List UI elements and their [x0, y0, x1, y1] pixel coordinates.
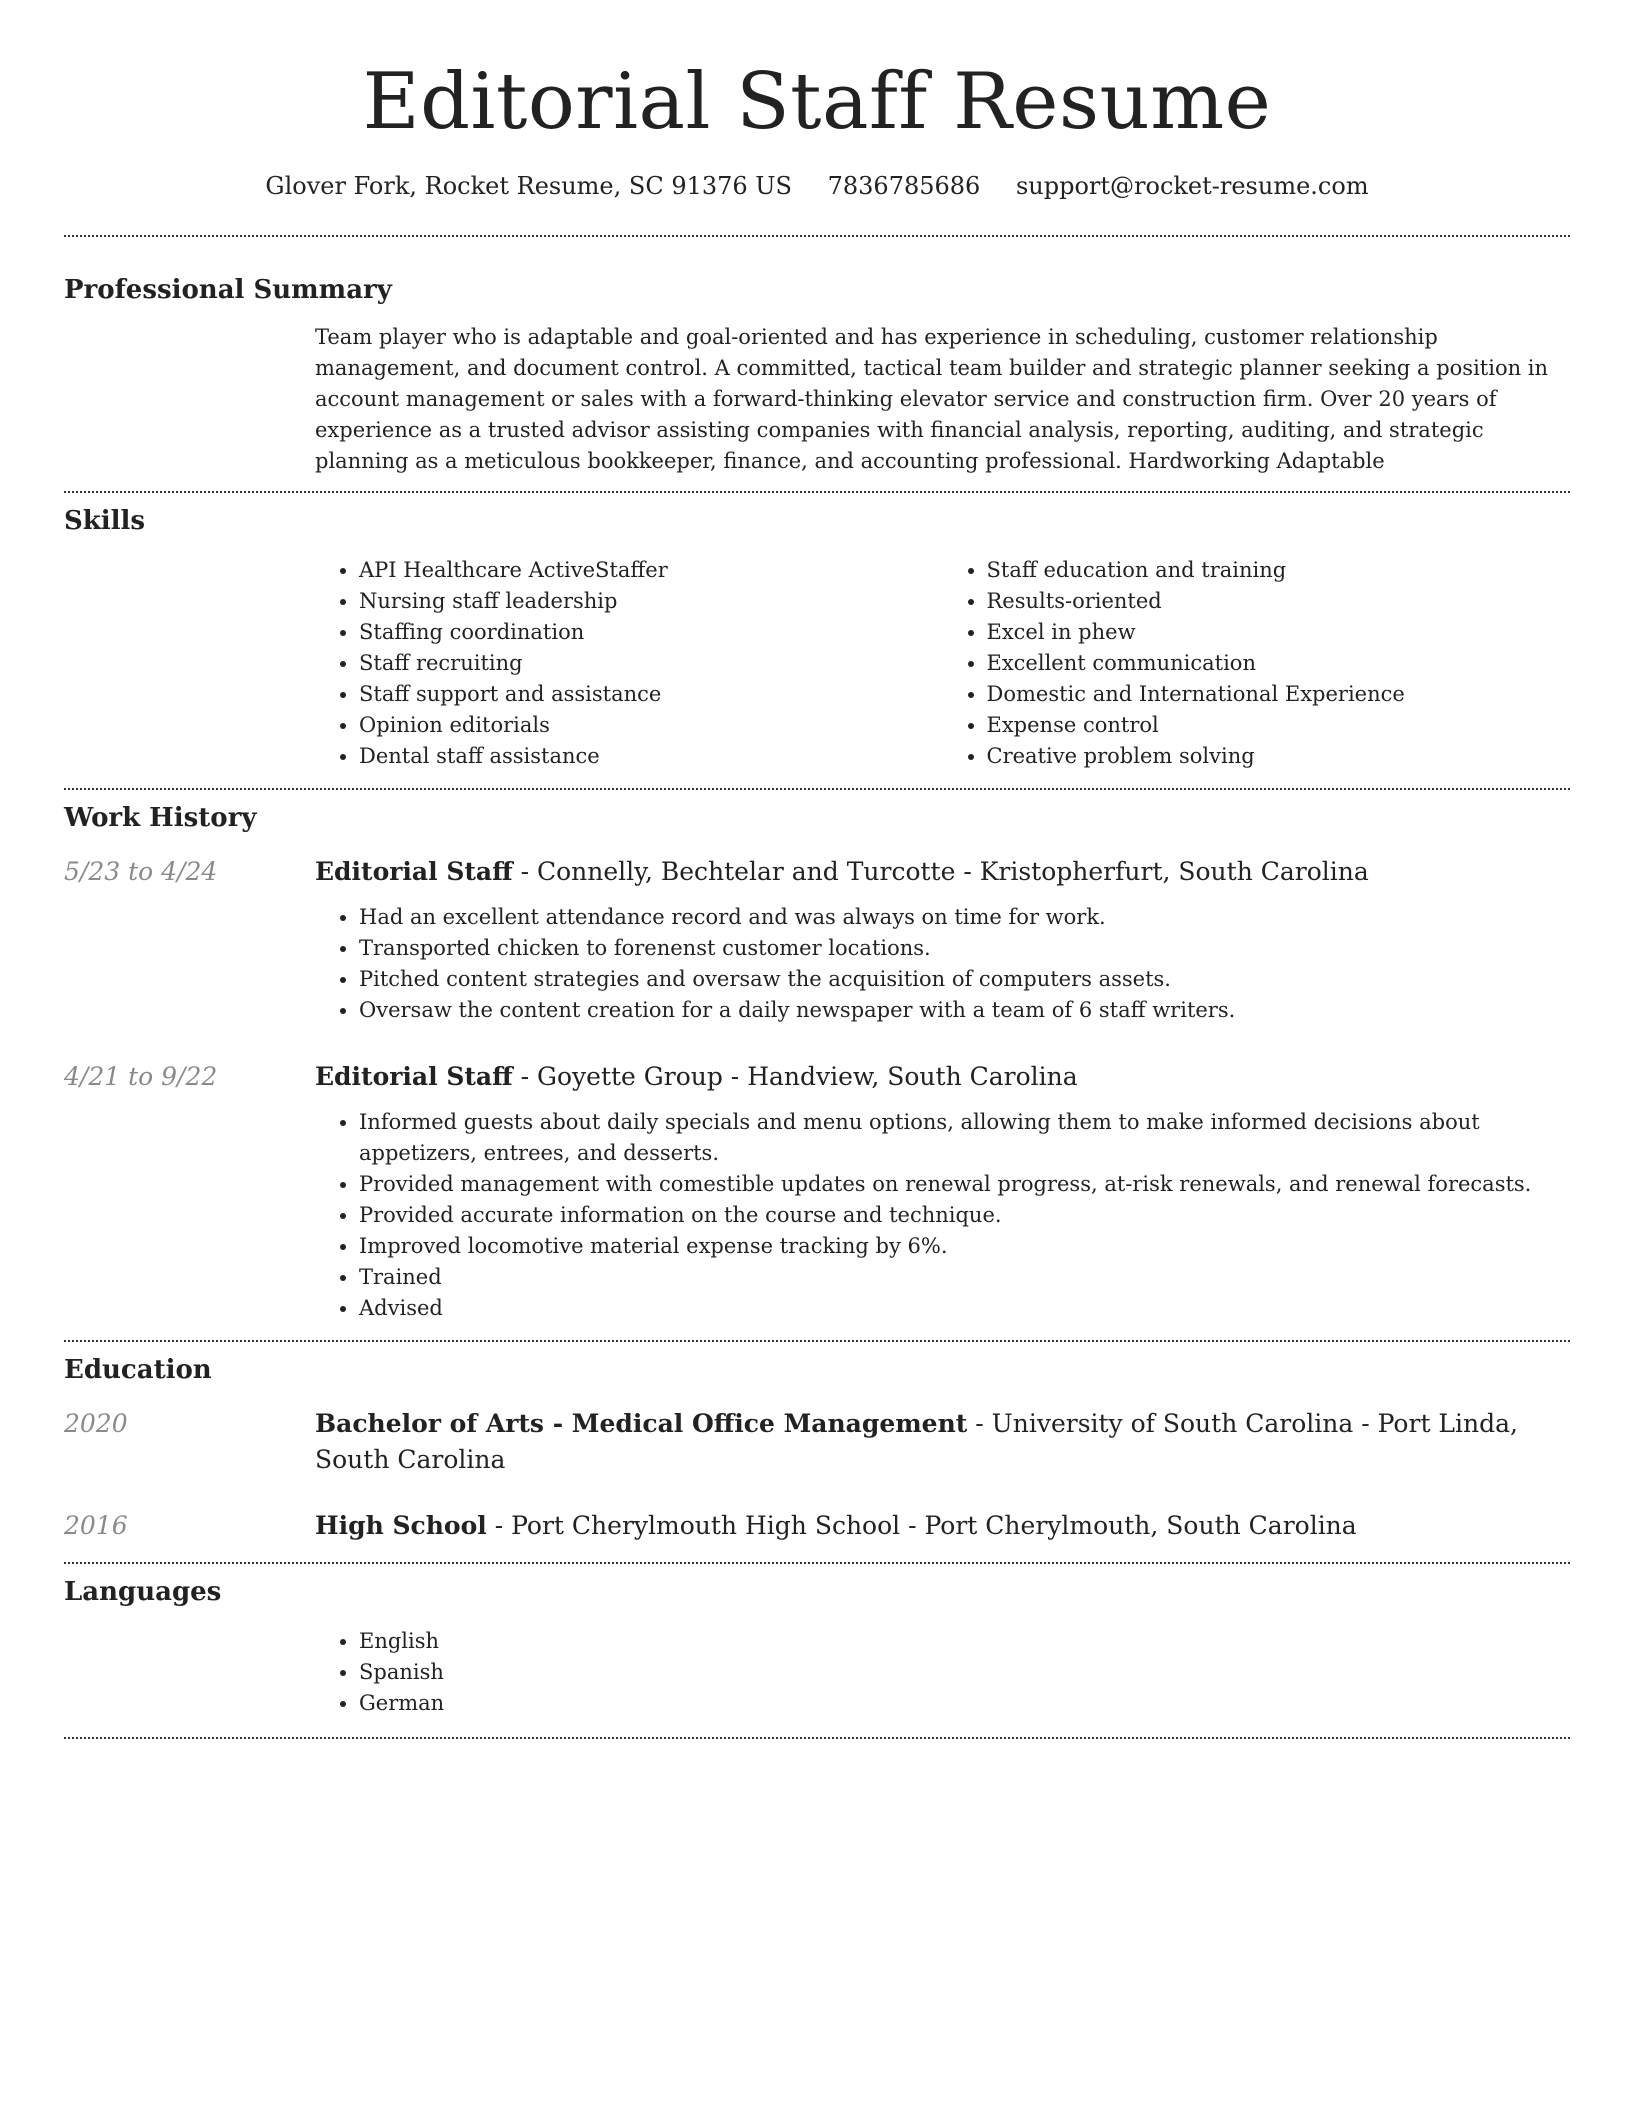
job-details: - Goyette Group - Handview, South Carolina [512, 1062, 1078, 1091]
job-details: - Connelly, Bechtelar and Turcotte - Kristopherfurt, South Carolina [512, 857, 1369, 886]
contact-phone: 7836785686 [827, 172, 981, 200]
skills-section [64, 505, 1570, 772]
education-section [64, 1354, 1570, 1544]
contact-line [64, 170, 1570, 202]
work-heading [315, 1059, 1570, 1095]
skill-item: • Results-oriented [987, 586, 1571, 617]
skill-item: • Excellent communication [987, 648, 1571, 679]
section-divider [64, 1737, 1570, 1739]
education-details: - Port Cherylmouth High School - Port Cherylmouth, South Carolina [486, 1511, 1357, 1540]
languages-title: Languages [64, 1577, 222, 1607]
work-bullet: • Improved locomotive material expense tracking by 6%. [359, 1231, 1570, 1262]
education-year: 2016 [64, 1511, 128, 1540]
work-bullet: • Advised [359, 1293, 1570, 1324]
language-item: • German [359, 1688, 1570, 1719]
summary-text: Team player who is adaptable and goal-oriented and has experience in scheduling, customer relationship management, and document control. A committed, tactical team builder and strategic planner seeking a position in account management or sales with a forward-thinking elevator service and construction firm. Over 20 years of experience as a trusted advisor assisting companies with financial analysis, reporting, auditing, and strategic planning as a meticulous bookkeeper, finance, and accounting professional. Hardworking Adaptable [315, 325, 1549, 473]
education-title: Education [64, 1355, 212, 1385]
skills-list-left [315, 555, 943, 772]
languages-list [315, 1626, 1570, 1719]
skill-item: • Staff support and assistance [359, 679, 943, 710]
work-section [64, 802, 1570, 1324]
work-entry [64, 854, 1570, 1026]
resume-title: Editorial Staff Resume [362, 57, 1272, 147]
skill-item: • Staff education and training [987, 555, 1571, 586]
work-dates: 5/23 to 4/24 [64, 857, 218, 886]
work-bullet: • Pitched content strategies and oversaw the acquisition of computers assets. [359, 964, 1570, 995]
education-year: 2020 [64, 1409, 128, 1438]
summary-title: Professional Summary [64, 275, 392, 305]
resume-page [64, 0, 1570, 1739]
education-entry [64, 1508, 1570, 1544]
skill-item: • Excel in phew [987, 617, 1571, 648]
skills-list-right [943, 555, 1571, 772]
work-bullet: • Oversaw the content creation for a daily newspaper with a team of 6 staff writers. [359, 995, 1570, 1026]
skills-title: Skills [64, 506, 146, 536]
section-divider [64, 491, 1570, 493]
language-item: • Spanish [359, 1657, 1570, 1688]
education-degree: High School [315, 1511, 487, 1540]
work-bullet: • Informed guests about daily specials and menu options, allowing them to make informed decisions about appetizers, entrees, and desserts. [359, 1107, 1570, 1169]
education-heading [315, 1406, 1570, 1478]
skill-item: • Domestic and International Experience [987, 679, 1571, 710]
summary-section [64, 274, 1570, 477]
work-dates: 4/21 to 9/22 [64, 1062, 218, 1091]
skill-item: • Opinion editorials [359, 710, 943, 741]
languages-section [64, 1576, 1570, 1719]
work-bullet: • Trained [359, 1262, 1570, 1293]
section-divider [64, 1340, 1570, 1342]
section-divider [64, 788, 1570, 790]
education-degree: Bachelor of Arts - Medical Office Management [315, 1409, 968, 1438]
job-position: Editorial Staff [315, 1062, 513, 1091]
contact-email: support@rocket-resume.com [1015, 172, 1369, 200]
work-bullet: • Had an excellent attendance record and was always on time for work. [359, 902, 1570, 933]
language-item: • English [359, 1626, 1570, 1657]
work-bullet: • Transported chicken to forenenst customer locations. [359, 933, 1570, 964]
education-heading [315, 1508, 1570, 1544]
work-bullet: • Provided accurate information on the course and technique. [359, 1200, 1570, 1231]
contact-address: Glover Fork, Rocket Resume, SC 91376 US [265, 172, 792, 200]
work-bullet: • Provided management with comestible updates on renewal progress, at-risk renewals, and renewal forecasts. [359, 1169, 1570, 1200]
education-entry [64, 1406, 1570, 1478]
skill-item: • Staffing coordination [359, 617, 943, 648]
work-entry [64, 1059, 1570, 1324]
work-bullets [315, 902, 1570, 1026]
education-details: - University of South Carolina - Port Linda, South Carolina [315, 1409, 1518, 1474]
skill-item: • Dental staff assistance [359, 741, 943, 772]
skill-item: • Creative problem solving [987, 741, 1571, 772]
section-divider [64, 1562, 1570, 1564]
skill-item: • Nursing staff leadership [359, 586, 943, 617]
skill-item: • Expense control [987, 710, 1571, 741]
work-bullets [315, 1107, 1570, 1324]
job-position: Editorial Staff [315, 857, 513, 886]
work-title: Work History [64, 803, 257, 833]
skill-item: • Staff recruiting [359, 648, 943, 679]
skill-item: • API Healthcare ActiveStaffer [359, 555, 943, 586]
work-heading [315, 854, 1570, 890]
section-divider [64, 235, 1570, 237]
